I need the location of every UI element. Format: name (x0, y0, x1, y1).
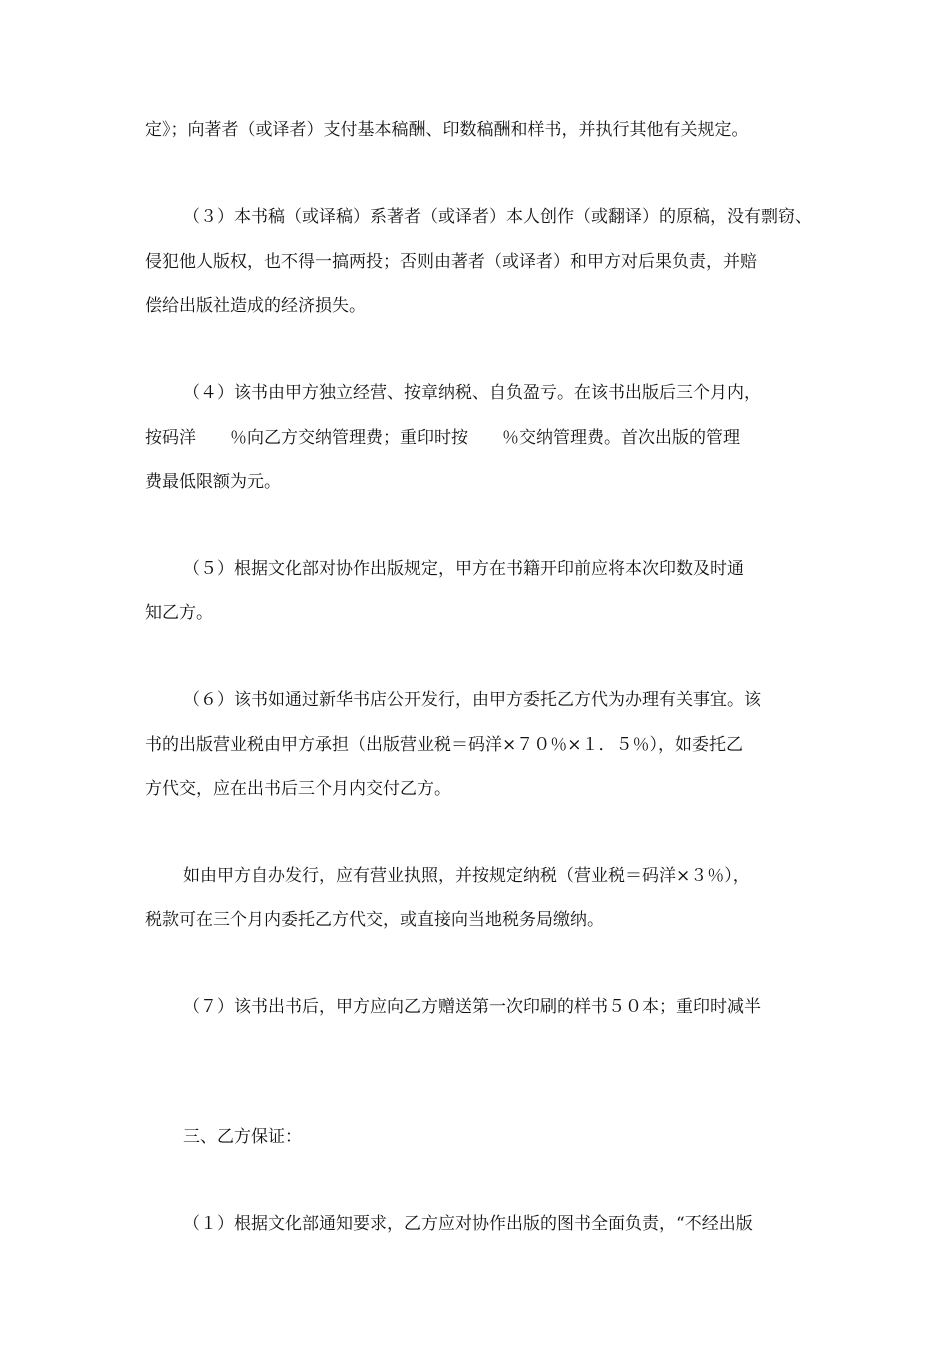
clause-6-line: 方代交，应在出书后三个月内交付乙方。 (145, 779, 451, 799)
clause-7-line: （７）该书出书后，甲方应向乙方赠送第一次印刷的样书５０本；重印时减半 (183, 997, 761, 1017)
clause-4-line: （４）该书由甲方独立经营、按章纳税、自负盈亏。在该书出版后三个月内， (183, 383, 761, 403)
clause-4-line: 按码洋 ％向乙方交纳管理费；重印时按 ％交纳管理费。首次出版的管理 (145, 428, 740, 448)
self-distribution-line: 税款可在三个月内委托乙方代交，或直接向当地税务局缴纳。 (145, 910, 604, 930)
section-heading: 三、乙方保证： (183, 1127, 302, 1147)
clause-3-line: 偿给出版社造成的经济损失。 (145, 296, 366, 316)
clause-6-line: 书的出版营业税由甲方承担（出版营业税＝码洋×７０％×１．５％），如委托乙 (145, 735, 743, 755)
clause-3-line: 侵犯他人版权，也不得一搞两投；否则由著者（或译者）和甲方对后果负责，并赔 (145, 252, 757, 272)
clause-5-line: 知乙方。 (145, 603, 213, 623)
text-line: 定》；向著者（或译者）支付基本稿酬、印数稿酬和样书，并执行其他有关规定。 (145, 120, 749, 140)
clause-3-line: （３）本书稿（或译稿）系著者（或译者）本人创作（或翻译）的原稿，没有剽窃、 (183, 207, 812, 227)
clause-5-line: （５）根据文化部对协作出版规定，甲方在书籍开印前应将本次印数及时通 (183, 559, 744, 579)
clause-4-line: 费最低限额为元。 (145, 472, 281, 492)
self-distribution-line: 如由甲方自办发行，应有营业执照，并按规定纳税（营业税＝码洋×３％）， (183, 866, 750, 886)
party-b-clause-1-line: （１）根据文化部通知要求，乙方应对协作出版的图书全面负责，“不经出版 (183, 1214, 753, 1234)
clause-6-line: （６）该书如通过新华书店公开发行，由甲方委托乙方代为办理有关事宜。该 (183, 690, 761, 710)
